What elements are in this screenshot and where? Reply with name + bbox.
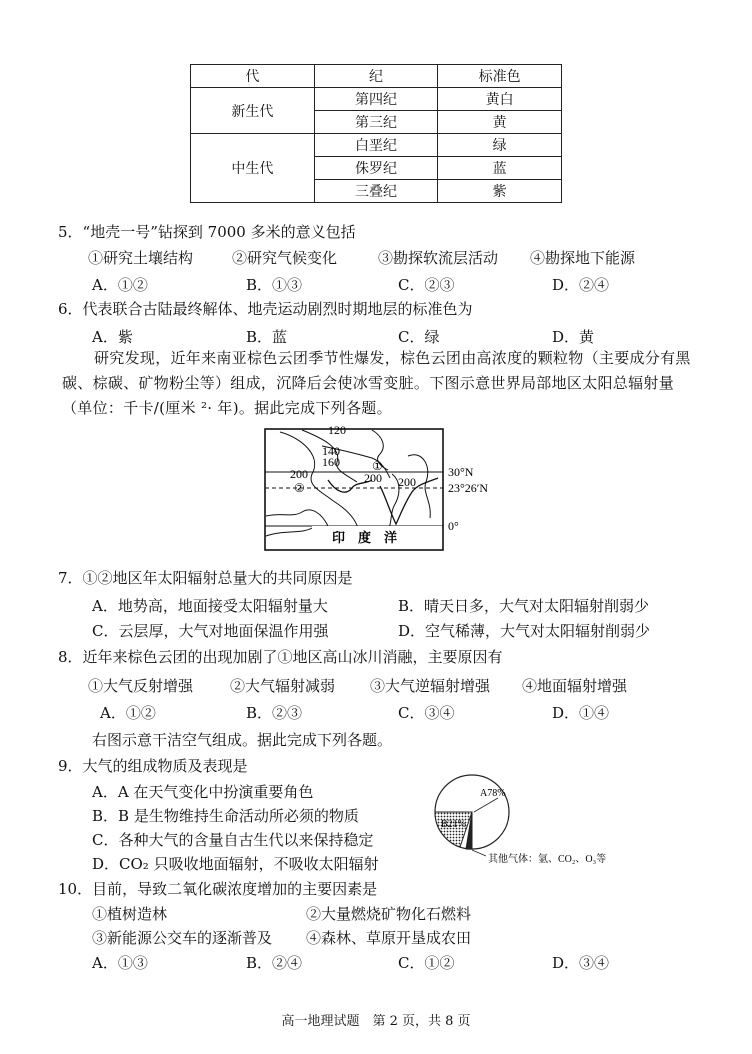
q6-option-a[interactable]: A．紫 bbox=[92, 328, 133, 346]
contour-label: 200 bbox=[398, 475, 416, 489]
table-color-cell: 黄白 bbox=[438, 88, 562, 111]
q9-stem: 9．大气的组成物质及表现是 bbox=[58, 757, 248, 775]
q8-option-a[interactable]: A．①② bbox=[100, 704, 156, 722]
q7-option-d[interactable]: D．空气稀薄，大气对太阳辐射削弱少 bbox=[398, 622, 651, 640]
q9-option-b[interactable]: B．B 是生物维持生命活动所必须的物质 bbox=[92, 807, 359, 825]
table-era-cell: 中生代 bbox=[191, 134, 315, 203]
q7-option-c[interactable]: C．云层厚，大气对地面保温作用强 bbox=[92, 622, 329, 640]
intro-paragraph-1: 研究发现，近年来南亚棕色云团季节性爆发，棕色云团由高浓度的颗粒物（主要成分有黑碳、棕碳、矿物粉尘等）组成，沉降后会使冰雪变脏。下图示意世界局部地区太阳总辐射量（单位：千卡/(厘米 ²· 年)。据此完成下列各题。 bbox=[62, 349, 691, 417]
latitude-label-30n: 30°N bbox=[448, 465, 474, 479]
table-period-cell: 三叠纪 bbox=[314, 180, 438, 203]
q10-option-c[interactable]: C．①② bbox=[398, 954, 455, 972]
contour-label: 200 bbox=[290, 467, 308, 481]
q6-stem: 6．代表联合古陆最终解体、地壳运动剧烈时期地层的标准色为 bbox=[58, 300, 473, 318]
contour-label: 200 bbox=[364, 471, 382, 485]
q5-item-2: ②研究气候变化 bbox=[232, 249, 338, 267]
pie-label-b: B21% bbox=[441, 819, 466, 830]
table-header: 代 bbox=[191, 65, 315, 88]
q10-option-a[interactable]: A．①③ bbox=[92, 954, 148, 972]
q7-option-b[interactable]: B．晴天日多，大气对太阳辐射削弱少 bbox=[398, 597, 650, 615]
solar-radiation-map bbox=[262, 426, 512, 556]
geologic-table bbox=[190, 64, 562, 203]
q10-item-2: ②大量燃烧矿物化石燃料 bbox=[306, 905, 472, 923]
q6-option-d[interactable]: D．黄 bbox=[552, 328, 595, 346]
q8-option-d[interactable]: D．①④ bbox=[552, 704, 610, 722]
table-color-cell: 蓝 bbox=[438, 157, 562, 180]
table-color-cell: 绿 bbox=[438, 134, 562, 157]
latitude-label-tropic: 23°26′N bbox=[448, 481, 489, 495]
q5-option-a[interactable]: A．①② bbox=[92, 276, 148, 294]
q6-option-c[interactable]: C．绿 bbox=[398, 328, 440, 346]
q7-option-a[interactable]: A．地势高，地面接受太阳辐射量大 bbox=[92, 597, 328, 615]
q10-option-d[interactable]: D．③④ bbox=[552, 954, 610, 972]
contour-label: 160 bbox=[322, 455, 340, 469]
table-period-cell: 第四纪 bbox=[314, 88, 438, 111]
table-color-cell: 紫 bbox=[438, 180, 562, 203]
q5-item-3: ③勘探软流层活动 bbox=[378, 249, 499, 267]
q5-item-4: ④勘探地下能源 bbox=[530, 249, 636, 267]
table-period-cell: 侏罗纪 bbox=[314, 157, 438, 180]
q10-option-b[interactable]: B．②④ bbox=[246, 954, 303, 972]
q8-item-4: ④地面辐射增强 bbox=[522, 677, 628, 695]
q10-item-1: ①植树造林 bbox=[92, 905, 168, 923]
q5-option-b[interactable]: B．①③ bbox=[246, 276, 303, 294]
q8-stem: 8．近年来棕色云团的出现加剧了①地区高山冰川消融，主要原因有 bbox=[58, 648, 503, 666]
q10-stem: 10．目前，导致二氧化碳浓度增加的主要因素是 bbox=[58, 880, 378, 898]
table-period-cell: 第三纪 bbox=[314, 111, 438, 134]
air-composition-pie bbox=[428, 770, 658, 870]
table-header: 标准色 bbox=[438, 65, 562, 88]
latitude-label-equator: 0° bbox=[448, 519, 459, 533]
pie-label-a: A78% bbox=[480, 788, 506, 799]
table-period-cell: 白垩纪 bbox=[314, 134, 438, 157]
q8-option-c[interactable]: C．③④ bbox=[398, 704, 455, 722]
table-color-cell: 黄 bbox=[438, 111, 562, 134]
table-header-row bbox=[191, 65, 562, 88]
table-header: 纪 bbox=[314, 65, 438, 88]
page-footer: 高一地理试题 第 2 页，共 8 页 bbox=[281, 1014, 471, 1029]
q9-option-c[interactable]: C．各种大气的含量自古生代以来保持稳定 bbox=[92, 831, 374, 849]
table-row bbox=[191, 88, 562, 111]
q5-option-c[interactable]: C．②③ bbox=[398, 276, 455, 294]
q9-option-a[interactable]: A．A 在天气变化中扮演重要角色 bbox=[92, 783, 314, 801]
q8-option-b[interactable]: B．②③ bbox=[246, 704, 303, 722]
q9-option-d[interactable]: D．CO₂ 只吸收地面辐射，不吸收太阳辐射 bbox=[92, 855, 379, 873]
q5-item-1: ①研究土壤结构 bbox=[88, 249, 194, 267]
q8-item-3: ③大气逆辐射增强 bbox=[370, 677, 491, 695]
q8-item-1: ①大气反射增强 bbox=[88, 677, 194, 695]
map-marker-2: ② bbox=[294, 481, 305, 495]
pie-label-others: 其他气体：氩、CO₂、O₃等 bbox=[488, 854, 607, 865]
map-marker-1: ① bbox=[372, 459, 383, 473]
q7-stem: 7．①②地区年太阳辐射总量大的共同原因是 bbox=[58, 569, 353, 587]
q10-item-3: ③新能源公交车的逐渐普及 bbox=[92, 929, 273, 947]
table-row bbox=[191, 134, 562, 157]
q6-option-b[interactable]: B．蓝 bbox=[246, 328, 288, 346]
contour-label: 140 bbox=[322, 444, 340, 458]
table-era-cell: 新生代 bbox=[191, 88, 315, 134]
q5-stem: 5．“地壳一号”钻探到 7000 多米的意义包括 bbox=[58, 223, 356, 241]
q8-item-2: ②大气辐射减弱 bbox=[230, 677, 336, 695]
contour-label: 120 bbox=[328, 426, 346, 437]
q10-item-4: ④森林、草原开垦成农田 bbox=[306, 929, 472, 947]
ocean-label: 印 度 洋 bbox=[332, 530, 398, 545]
intro-paragraph-2: 右图示意干洁空气组成。据此完成下列各题。 bbox=[92, 731, 393, 749]
q5-option-d[interactable]: D．②④ bbox=[552, 276, 610, 294]
